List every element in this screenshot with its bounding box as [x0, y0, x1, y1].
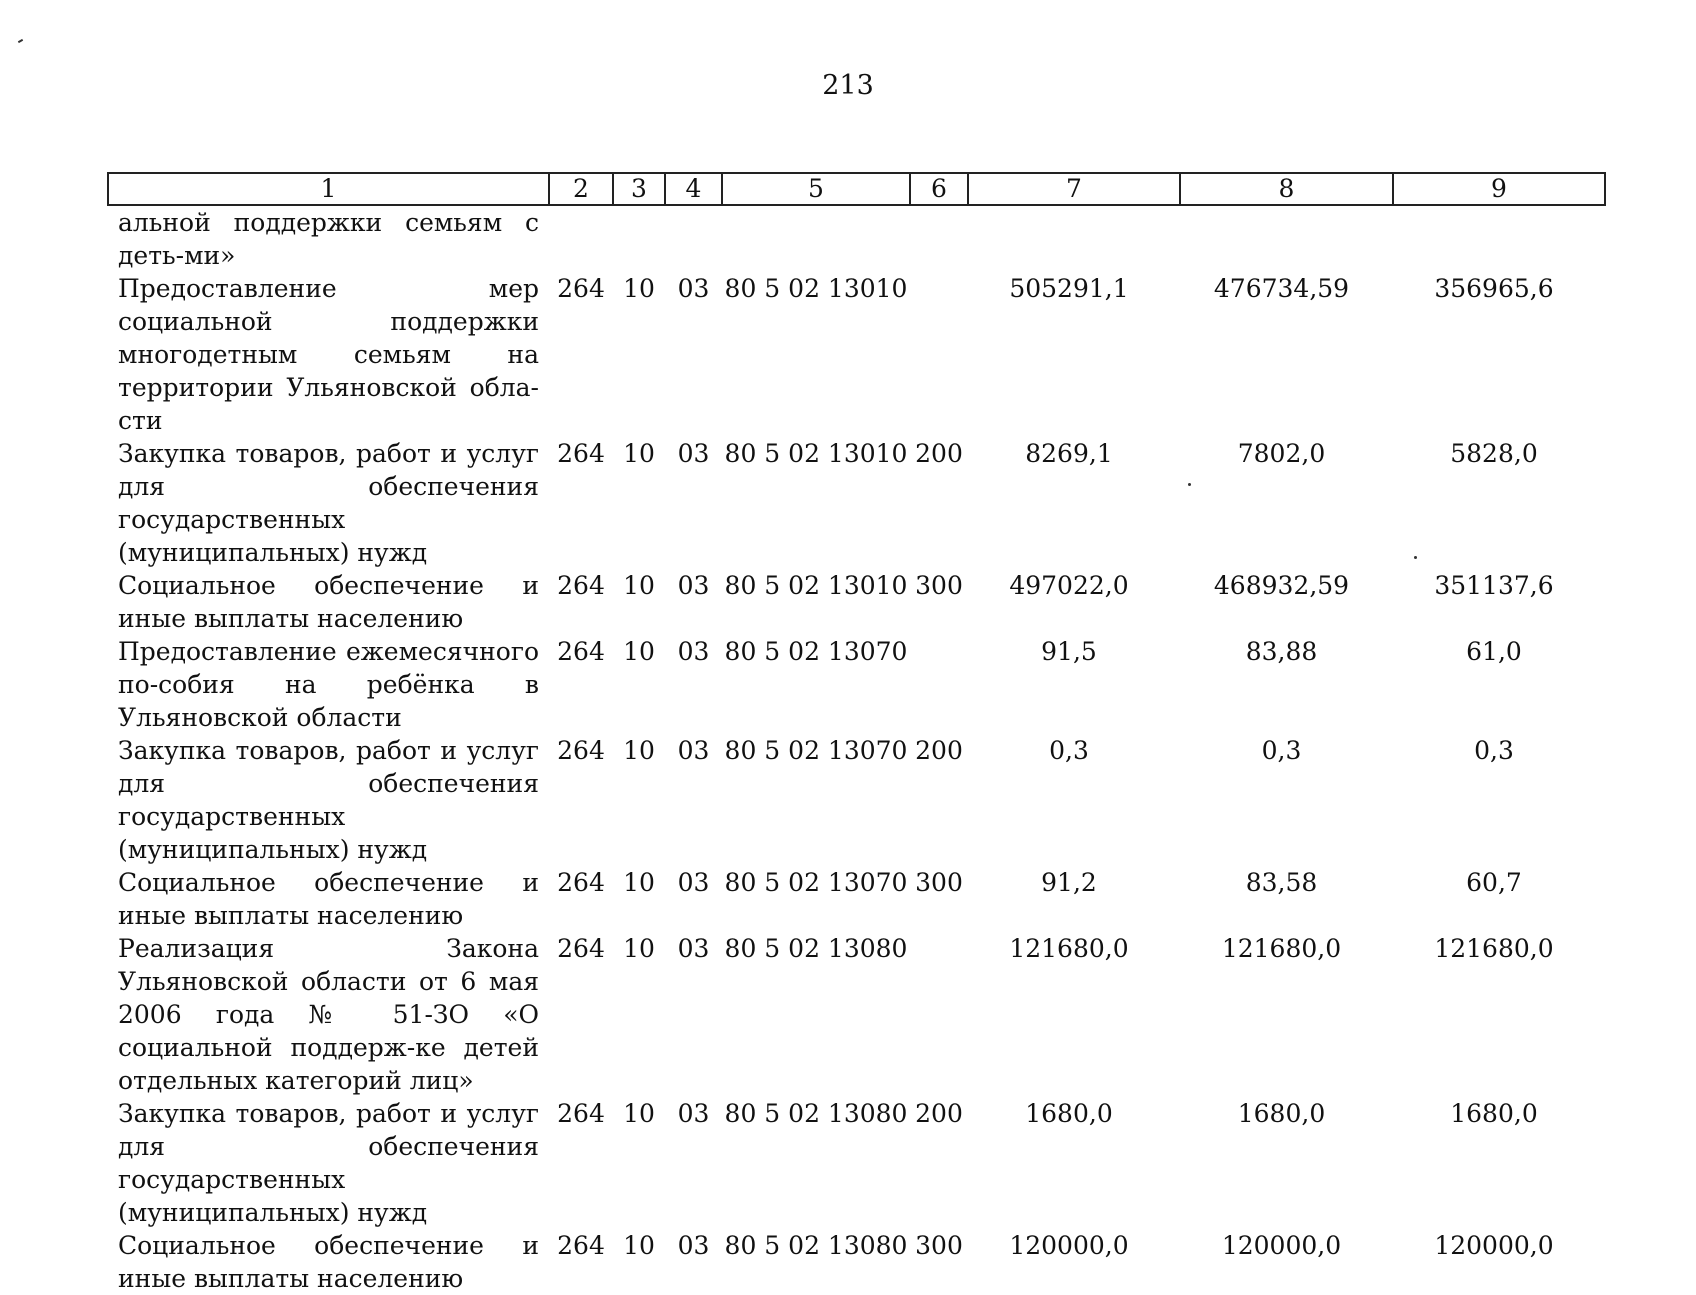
amount-col9: 351137,6	[1434, 571, 1554, 600]
amount-col9: 0,3	[1474, 736, 1514, 765]
expense-type-code: 300	[915, 868, 963, 897]
column-header: 6	[910, 173, 968, 205]
table-row	[108, 272, 1605, 437]
column-header: 4	[665, 173, 722, 205]
section-code: 10	[623, 637, 655, 666]
admin-code: 264	[557, 868, 605, 897]
subsection-code: 03	[677, 1099, 710, 1128]
section-code: 10	[623, 439, 655, 468]
amount-col8	[1180, 205, 1393, 272]
subsection-code: 03	[677, 571, 710, 600]
amount-col8: 468932,59	[1213, 571, 1350, 600]
column-header: 7	[968, 173, 1180, 205]
section-code: 10	[623, 934, 655, 963]
target-article-code: 80 5 02 13010	[724, 439, 908, 468]
table-row	[108, 437, 1605, 569]
section-code: 10	[623, 571, 655, 600]
section-code	[613, 205, 665, 272]
amount-col8: 121680,0	[1221, 934, 1342, 963]
amount-col8: 0,3	[1261, 736, 1302, 765]
amount-col7: 120000,0	[1009, 1231, 1129, 1260]
column-header: 2	[549, 173, 613, 205]
column-header: 1	[108, 173, 549, 205]
table-row	[108, 734, 1605, 866]
expense-type-code	[910, 932, 968, 1097]
subsection-code: 03	[677, 439, 710, 468]
amount-col8: 83,88	[1245, 637, 1318, 666]
amount-col7: 121680,0	[1009, 934, 1129, 963]
amount-col9: 61,0	[1466, 637, 1522, 666]
admin-code: 264	[557, 1231, 605, 1260]
column-header: 9	[1393, 173, 1605, 205]
section-code: 10	[623, 274, 655, 303]
expense-name: Закупка товаров, работ и услуг для обеспечения государственных (муниципальных) нужд	[118, 439, 539, 567]
admin-code: 264	[557, 736, 605, 765]
expense-name: Закупка товаров, работ и услуг для обеспечения государственных (муниципальных) нужд	[118, 736, 539, 864]
subsection-code: 03	[677, 274, 710, 303]
expense-name: Предоставление мер социальной поддержки многодетным семьям на территории Ульяновской обла-сти	[118, 274, 539, 435]
expense-name: Предоставление ежемесячного по-собия на ребёнка в Ульяновской области	[118, 637, 539, 732]
table-row	[108, 932, 1605, 1097]
table-row	[108, 866, 1605, 932]
amount-col9: 356965,6	[1434, 274, 1554, 303]
subsection-code	[665, 205, 722, 272]
amount-col8: 7802,0	[1237, 439, 1326, 468]
target-article-code: 80 5 02 13080	[724, 1231, 908, 1260]
section-code: 10	[623, 868, 655, 897]
amount-col7: 0,3	[1049, 736, 1089, 765]
table-row	[108, 635, 1605, 734]
target-article-code: 80 5 02 13080	[724, 934, 908, 963]
subsection-code: 03	[677, 736, 710, 765]
admin-code: 264	[557, 439, 605, 468]
amount-col9: 120000,0	[1434, 1231, 1554, 1260]
expense-type-code	[910, 205, 968, 272]
amount-col9	[1393, 205, 1605, 272]
expense-name: Социальное обеспечение и иные выплаты населению	[118, 1231, 539, 1293]
admin-code: 264	[557, 274, 605, 303]
expense-type-code: 200	[915, 736, 963, 765]
page-number: 213	[822, 70, 874, 101]
amount-col7: 497022,0	[1009, 571, 1129, 600]
expense-name: альной поддержки семьям с деть-ми»	[118, 208, 539, 270]
table-row	[108, 1097, 1605, 1229]
expense-type-code: 200	[915, 439, 963, 468]
table-body	[108, 205, 1605, 1295]
expense-type-code: 200	[915, 1099, 963, 1128]
subsection-code: 03	[677, 1231, 710, 1260]
admin-code: 264	[557, 934, 605, 963]
table-row	[108, 205, 1605, 272]
admin-code: 264	[557, 571, 605, 600]
admin-code: 264	[557, 1099, 605, 1128]
target-article-code: 80 5 02 13070	[724, 868, 908, 897]
amount-col8: 476734,59	[1213, 274, 1350, 303]
amount-col7: 1680,0	[1025, 1099, 1113, 1128]
expense-name: Социальное обеспечение и иные выплаты населению	[118, 571, 539, 633]
amount-col8: 83,58	[1245, 868, 1318, 897]
amount-col7: 505291,1	[1009, 274, 1129, 303]
expense-type-code: 300	[915, 1231, 963, 1260]
table-row	[108, 1229, 1605, 1295]
table-row	[108, 569, 1605, 635]
column-number-row	[108, 173, 1605, 205]
amount-col8: 1680,0	[1237, 1099, 1326, 1128]
expense-name: Социальное обеспечение и иные выплаты населению	[118, 868, 539, 930]
scan-speck	[18, 39, 23, 43]
budget-table	[107, 172, 1606, 1295]
amount-col7	[968, 205, 1180, 272]
subsection-code: 03	[677, 637, 710, 666]
target-article-code	[722, 205, 910, 272]
subsection-code: 03	[677, 868, 710, 897]
target-article-code: 80 5 02 13010	[724, 274, 908, 303]
expense-type-code	[910, 272, 968, 437]
column-header: 8	[1180, 173, 1393, 205]
amount-col9: 5828,0	[1450, 439, 1538, 468]
target-article-code: 80 5 02 13070	[724, 637, 908, 666]
amount-col9: 1680,0	[1450, 1099, 1538, 1128]
expense-name: Закупка товаров, работ и услуг для обеспечения государственных (муниципальных) нужд	[118, 1099, 539, 1227]
column-header: 5	[722, 173, 910, 205]
expense-type-code	[910, 635, 968, 734]
target-article-code: 80 5 02 13070	[724, 736, 908, 765]
target-article-code: 80 5 02 13010	[724, 571, 908, 600]
section-code: 10	[623, 1231, 655, 1260]
expense-name: Реализация Закона Ульяновской области от 6 мая 2006 года № 51-ЗО «О социальной поддерж-ке детей отдельных категорий лиц»	[118, 934, 539, 1095]
amount-col7: 91,2	[1041, 868, 1097, 897]
column-header: 3	[613, 173, 665, 205]
section-code: 10	[623, 736, 655, 765]
admin-code: 264	[557, 637, 605, 666]
expense-type-code: 300	[915, 571, 963, 600]
admin-code	[549, 205, 613, 272]
amount-col9: 121680,0	[1434, 934, 1554, 963]
amount-col9: 60,7	[1466, 868, 1522, 897]
amount-col8: 120000,0	[1221, 1231, 1342, 1260]
section-code: 10	[623, 1099, 655, 1128]
subsection-code: 03	[677, 934, 710, 963]
amount-col7: 8269,1	[1025, 439, 1113, 468]
target-article-code: 80 5 02 13080	[724, 1099, 908, 1128]
amount-col7: 91,5	[1041, 637, 1097, 666]
table-header	[108, 173, 1605, 205]
